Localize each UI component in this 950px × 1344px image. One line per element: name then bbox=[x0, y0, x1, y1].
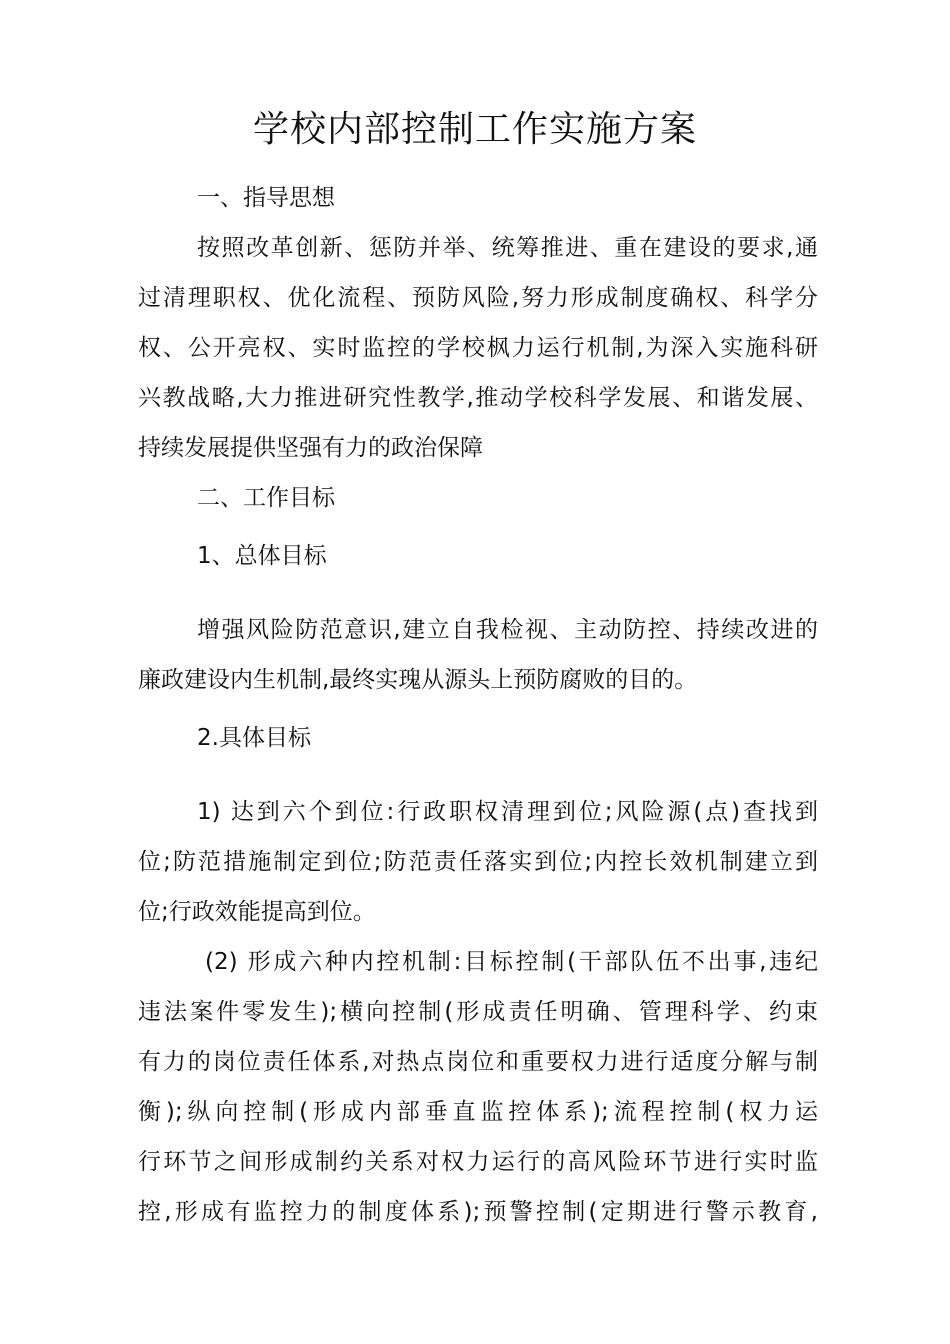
section-heading-work-goals: 二、工作目标 bbox=[197, 485, 335, 511]
section-heading-guiding-ideology: 一、指导思想 bbox=[197, 185, 335, 211]
paragraph-line: 廉政建设内生机制,最终实瑰从源头上预防腐败的目的。 bbox=[138, 667, 698, 693]
paragraph-line: 过清理职权、优化流程、预防风险,努力形成制度确权、科学分 bbox=[138, 285, 818, 311]
subheading-overall-goal: 1、总体目标 bbox=[197, 543, 327, 569]
paragraph-line: 持续发展提供坚强有力的政治保障 bbox=[138, 435, 483, 461]
paragraph-line: 控,形成有监控力的制度体系);预警控制(定期进行警示教育, bbox=[138, 1199, 818, 1225]
subheading-specific-goals: 2.具体目标 bbox=[197, 725, 311, 751]
document-title: 学校内部控制工作实施方案 bbox=[252, 109, 697, 150]
paragraph-line: 有力的岗位责任体系,对热点岗位和重要权力进行适度分解与制 bbox=[138, 1049, 818, 1075]
paragraph-line: 增强风险防范意识,建立自我检视、主动防控、持续改进的 bbox=[197, 617, 818, 643]
paragraph-line: 位;防范措施制定到位;防范责任落实到位;内控长效机制建立到 bbox=[138, 849, 818, 875]
paragraph-line: 行环节之间形成制约关系对权力运行的高风险环节进行实时监 bbox=[138, 1149, 818, 1175]
paragraph-line: 按照改革创新、惩防并举、统筹推进、重在建设的要求,通 bbox=[197, 235, 818, 261]
paragraph-line: 1) 达到六个到位:行政职权清理到位;风险源(点)查找到 bbox=[197, 799, 818, 825]
paragraph-line: (2) 形成六种内控机制:目标控制(干部队伍不出事,违纪 bbox=[205, 949, 818, 975]
paragraph-line: 违法案件零发生);横向控制(形成责任明确、管理科学、约束 bbox=[138, 999, 818, 1025]
paragraph-line: 位;行政效能提高到位。 bbox=[138, 899, 376, 925]
paragraph-line: 衡);纵向控制(形成内部垂直监控体系);流程控制(权力运 bbox=[138, 1099, 818, 1125]
paragraph-line: 权、公开亮权、实时监控的学校枫力运行机制,为深入实施科研 bbox=[138, 335, 818, 361]
paragraph-line: 兴教战略,大力推进研究性教学,推动学校科学发展、和谐发展、 bbox=[138, 385, 818, 411]
